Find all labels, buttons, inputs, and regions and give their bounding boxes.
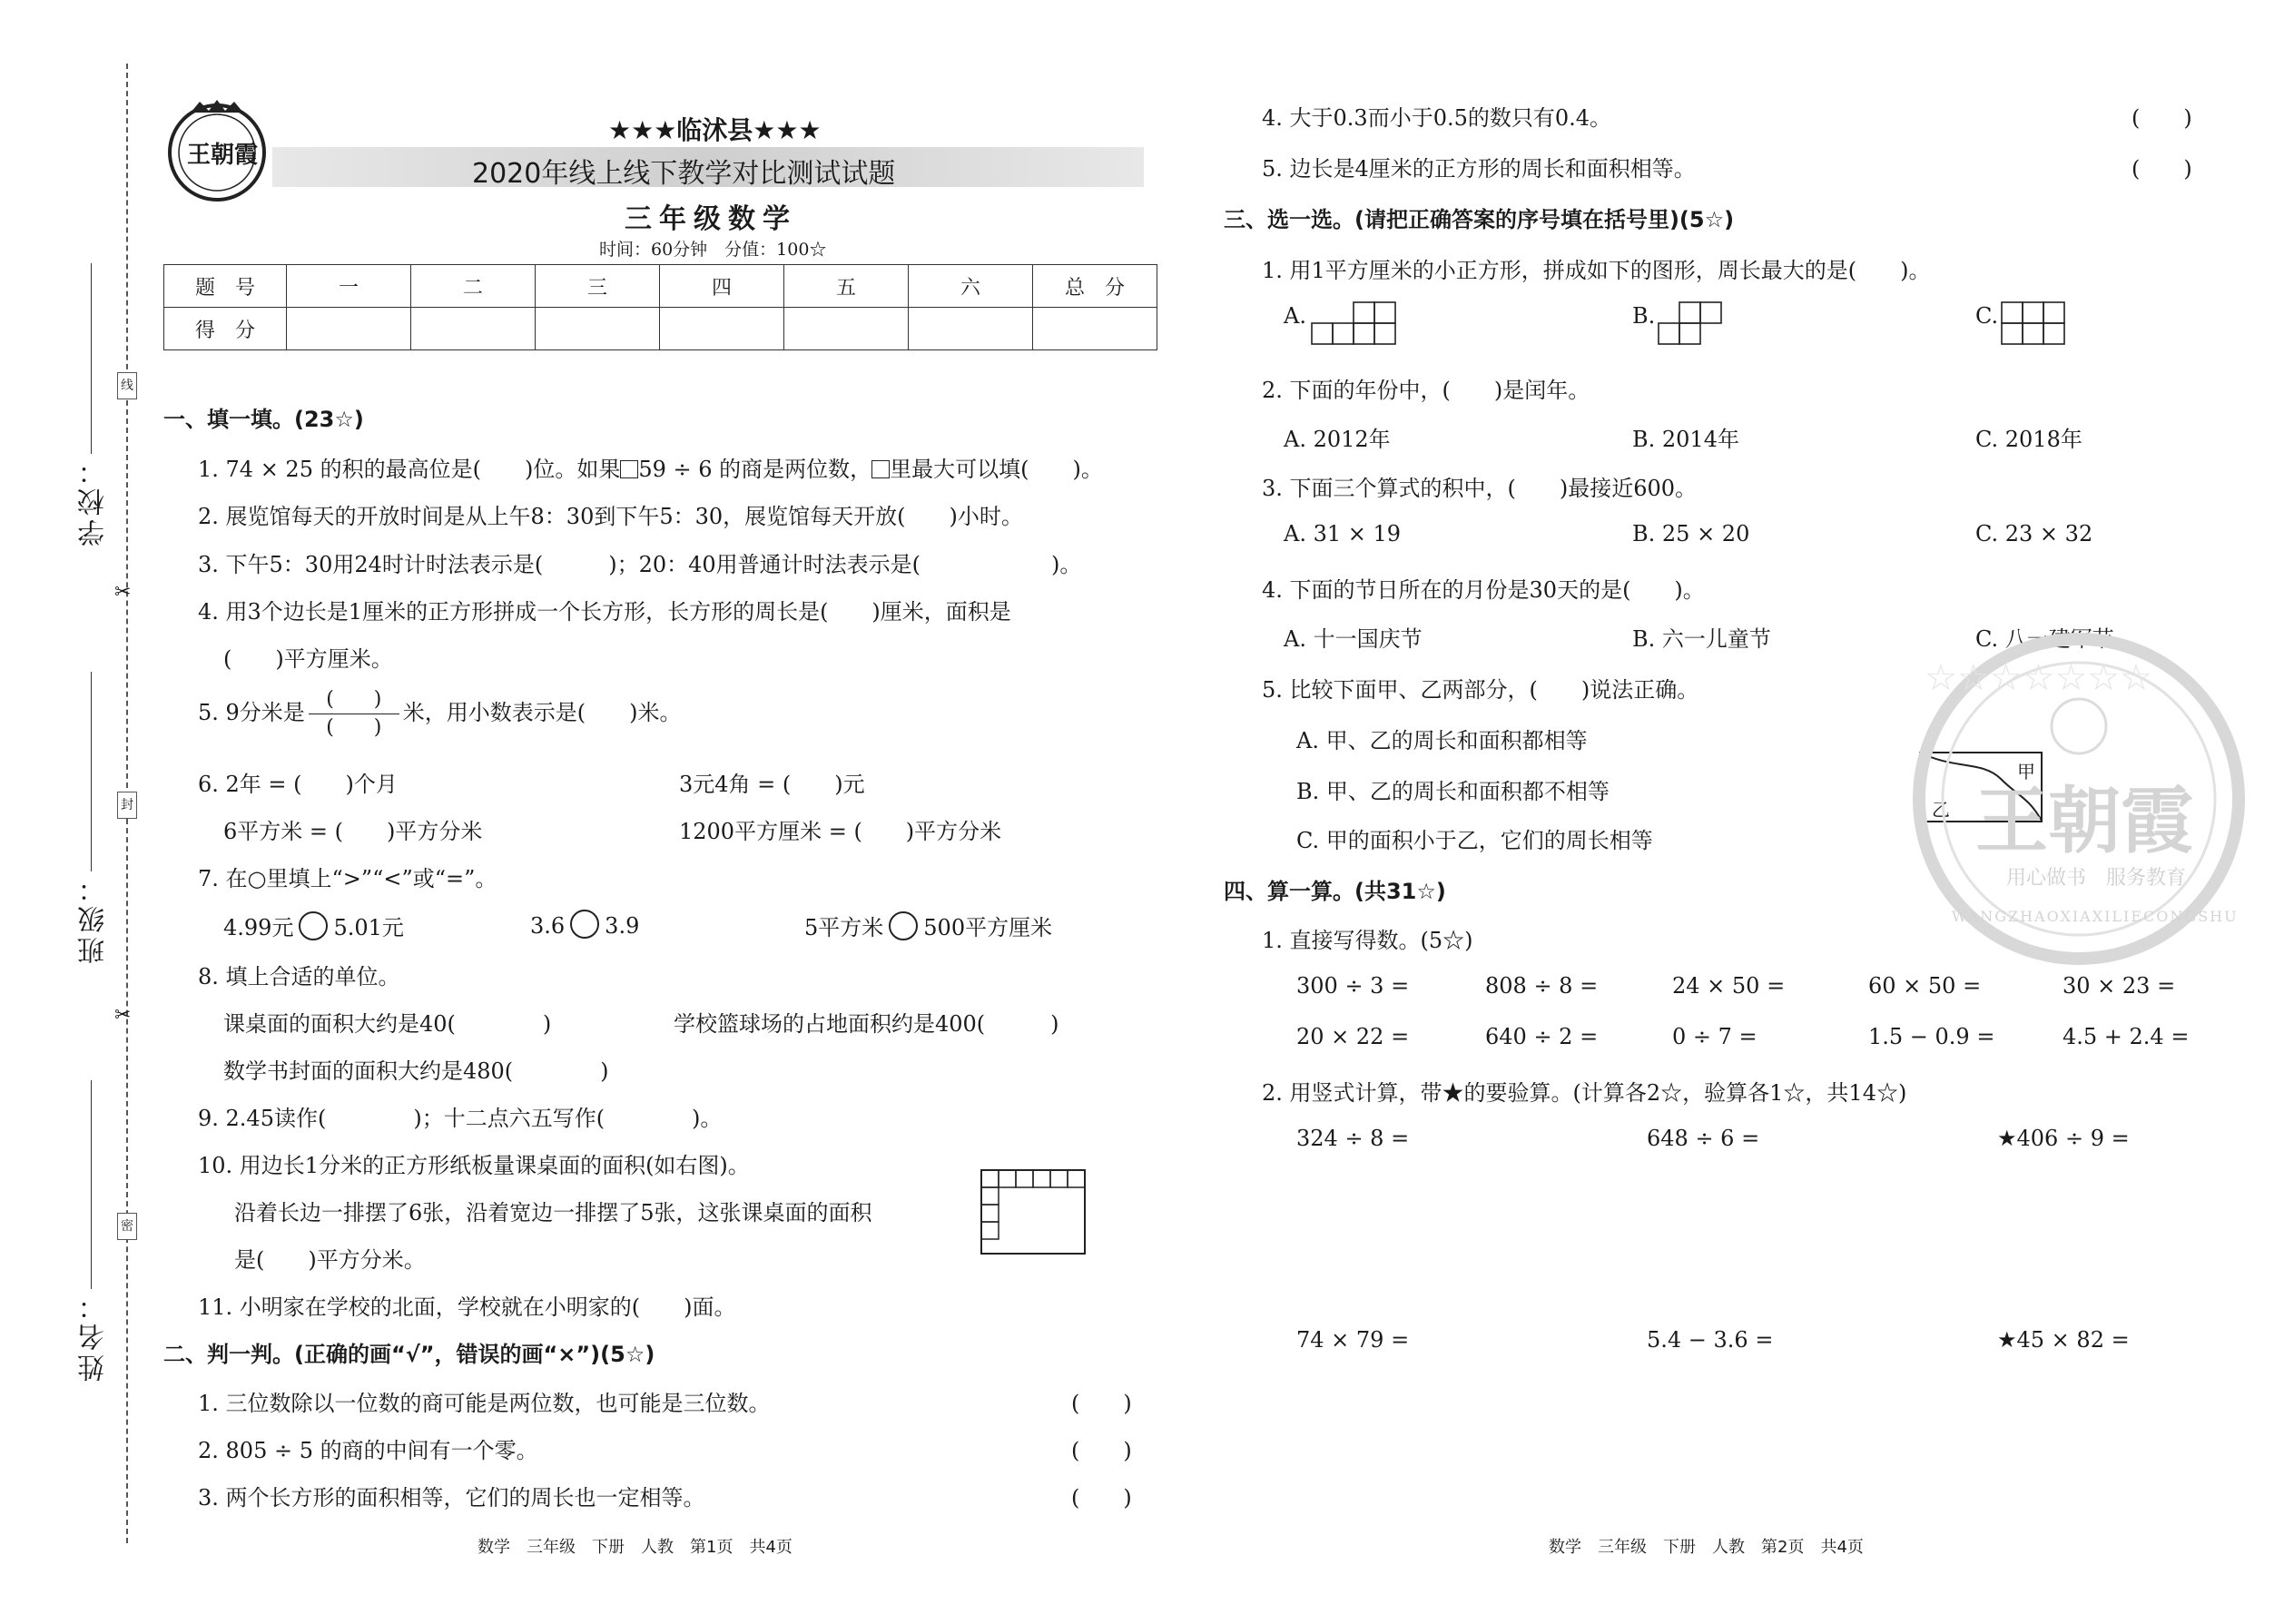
table-cell: 六 xyxy=(909,265,1033,308)
fraction-numerator: ( ) xyxy=(326,688,382,711)
watermark-name: 王朝霞 xyxy=(1975,778,2193,863)
judge-item-5: 5. 边长是4厘米的正方形的周长和面积相等。 xyxy=(1262,156,1696,182)
judge-answer-4[interactable]: ( ) xyxy=(2132,105,2192,131)
compare-c xyxy=(804,910,1052,941)
desk-grid-figure xyxy=(980,1169,1089,1256)
question-1-6b: 3元4角 = ( )元 xyxy=(679,772,865,797)
scissor-icon: ✂ xyxy=(114,581,132,604)
question-1-6d: 1200平方厘米 = ( )平方分米 xyxy=(679,819,1002,844)
calc-q1: 1. 直接写得数。(5☆) xyxy=(1262,928,1473,953)
choice-q4-option-b[interactable]: B. 六一儿童节 xyxy=(1632,626,1771,652)
seal-mark-mi: 密 xyxy=(117,1213,137,1240)
blank-square-icon xyxy=(871,460,890,478)
question-text: 里最大可以填( )。 xyxy=(890,457,1103,482)
score-input-cell[interactable] xyxy=(411,308,536,350)
class-line xyxy=(91,672,92,871)
class-label: 班级： xyxy=(78,871,110,964)
question-1-1 xyxy=(198,451,1103,483)
question-1-8c: 数学书封面的面积大约是480( ) xyxy=(223,1058,609,1084)
choice-q5-option-a[interactable]: A. 甲、乙的周长和面积都相等 xyxy=(1296,728,1588,753)
shape-c-figure xyxy=(2001,301,2068,347)
choice-q2-option-a[interactable]: A. 2012年 xyxy=(1284,427,1391,452)
vertical-calc-item: 74 × 79 = xyxy=(1296,1327,1410,1353)
score-table-score-row xyxy=(164,308,1157,350)
calc-item: 0 ÷ 7 = xyxy=(1672,1024,1757,1049)
table-cell: 二 xyxy=(411,265,536,308)
table-cell: 得 分 xyxy=(164,308,287,350)
compare-left: 4.99元 xyxy=(223,915,294,940)
jia-label: 甲 xyxy=(2017,761,2035,782)
compare-circle-icon[interactable] xyxy=(889,911,918,940)
calc-item: 20 × 22 = xyxy=(1296,1024,1410,1049)
calc-item: 808 ÷ 8 = xyxy=(1485,973,1599,999)
question-1-10c: 是( )平方分米。 xyxy=(234,1247,426,1273)
school-line xyxy=(91,263,92,454)
exam-meta: 时间：60分钟 分值：100☆ xyxy=(599,240,827,260)
table-cell: 三 xyxy=(536,265,660,308)
choice-q1-option-b[interactable]: B. xyxy=(1632,303,1656,329)
name-label: 姓名： xyxy=(78,1289,110,1382)
school-label: 学校： xyxy=(78,454,110,546)
table-cell: 总 分 xyxy=(1033,265,1157,308)
compare-b xyxy=(530,910,639,939)
scissor-icon: ✂ xyxy=(114,1004,132,1027)
judge-item-1: 1. 三位数除以一位数的商可能是两位数，也可能是三位数。 xyxy=(198,1391,771,1416)
watermark-slogan: 用心做书 服务教育 xyxy=(2006,867,2187,890)
compare-left: 5平方米 xyxy=(804,915,884,940)
question-1-4a: 4. 用3个边长是1厘米的正方形拼成一个长方形，长方形的周长是( )厘米，面积是 xyxy=(198,599,1011,625)
fraction xyxy=(309,688,399,740)
page-footer-left: 数学 三年级 下册 人教 第1页 共4页 xyxy=(478,1538,793,1557)
calc-item: 1.5 − 0.9 = xyxy=(1868,1024,1995,1049)
compare-left: 3.6 xyxy=(530,913,566,939)
judge-item-3: 3. 两个长方形的面积相等，它们的周长也一定相等。 xyxy=(198,1485,705,1511)
question-1-10b: 沿着长边一排摆了6张，沿着宽边一排摆了5张，这张课桌面的面积 xyxy=(234,1200,872,1225)
section4-title: 四、算一算。(共31☆) xyxy=(1224,879,1446,904)
compare-right: 5.01元 xyxy=(333,915,404,940)
judge-item-2: 2. 805 ÷ 5 的商的中间有一个零。 xyxy=(198,1438,538,1463)
question-text: 米，用小数表示是( )米。 xyxy=(402,700,682,725)
calc-item: 640 ÷ 2 = xyxy=(1485,1024,1599,1049)
compare-right: 3.9 xyxy=(605,913,640,939)
judge-answer-5[interactable]: ( ) xyxy=(2132,156,2192,182)
question-1-6c: 6平方米 = ( )平方分米 xyxy=(223,819,483,844)
compare-circle-icon[interactable] xyxy=(570,910,599,939)
table-cell: 题 号 xyxy=(164,265,287,308)
question-1-9: 9. 2.45读作( )；十二点六五写作( )。 xyxy=(198,1106,723,1131)
choice-q2-option-b[interactable]: B. 2014年 xyxy=(1632,427,1739,452)
vertical-calc-item: ★45 × 82 = xyxy=(1997,1327,2130,1353)
judge-answer-2[interactable]: ( ) xyxy=(1071,1438,1132,1463)
score-input-cell[interactable] xyxy=(909,308,1033,350)
calc-item: 60 × 50 = xyxy=(1868,973,1982,999)
question-1-7: 7. 在○里填上“>”“<”或“=”。 xyxy=(198,866,497,891)
judge-item-4: 4. 大于0.3而小于0.5的数只有0.4。 xyxy=(1262,105,1612,131)
yi-label: 乙 xyxy=(1932,799,1950,821)
watermark-ring-text: WANGZHAOXIAXILIECONGSHU xyxy=(1952,908,2239,925)
subject-title: 三年级数学 xyxy=(625,203,797,235)
choice-q5-option-b[interactable]: B. 甲、乙的周长和面积都不相等 xyxy=(1296,779,1610,804)
table-cell: 一 xyxy=(287,265,411,308)
choice-q4: 4. 下面的节日所在的月份是30天的是( )。 xyxy=(1262,577,1705,603)
blank-square-icon xyxy=(620,460,638,478)
question-1-10a: 10. 用边长1分米的正方形纸板量课桌面的面积(如右图)。 xyxy=(198,1153,750,1178)
score-input-cell[interactable] xyxy=(660,308,784,350)
judge-answer-1[interactable]: ( ) xyxy=(1071,1391,1132,1416)
score-table-header-row xyxy=(164,265,1157,308)
compare-circle-icon[interactable] xyxy=(299,911,328,940)
question-1-3: 3. 下午5：30用24时计时法表示是( )；20：40用普通计时法表示是( )。 xyxy=(198,552,1082,577)
shape-a-figure xyxy=(1311,301,1398,347)
name-line xyxy=(91,1080,92,1289)
calc-item: 24 × 50 = xyxy=(1672,973,1786,999)
fraction-denominator: ( ) xyxy=(326,716,382,739)
choice-q1-option-c[interactable]: C. xyxy=(1975,303,1999,329)
shape-b-figure xyxy=(1658,301,1725,347)
question-1-2: 2. 展览馆每天的开放时间是从上午8：30到下午5：30，展览馆每天开放( )小时。 xyxy=(198,504,1023,529)
calc-item: 300 ÷ 3 = xyxy=(1296,973,1410,999)
choice-q5-option-c[interactable]: C. 甲的面积小于乙，它们的周长相等 xyxy=(1296,828,1653,853)
question-text: 5. 9分米是 xyxy=(198,700,305,725)
logo-text: 王朝霞 xyxy=(187,142,259,169)
question-text: 1. 74 × 25 的积的最高位是( )位。如果 xyxy=(198,457,621,482)
vertical-calc-item: 5.4 − 3.6 = xyxy=(1647,1327,1774,1353)
score-input-cell[interactable] xyxy=(1033,308,1157,350)
choice-q5: 5. 比较下面甲、乙两部分，( )说法正确。 xyxy=(1262,677,1699,703)
table-cell: 五 xyxy=(784,265,909,308)
calc-q2: 2. 用竖式计算，带★的要验算。(计算各2☆，验算各1☆，共14☆) xyxy=(1262,1080,1907,1106)
exam-title: 2020年线上线下教学对比测试试题 xyxy=(472,158,896,190)
choice-q4-option-c[interactable]: C. 八一建军节 xyxy=(1975,626,2114,652)
question-1-8: 8. 填上合适的单位。 xyxy=(198,964,400,989)
section1-title: 一、填一填。(23☆) xyxy=(163,407,364,432)
compare-right: 500平方厘米 xyxy=(923,915,1053,940)
calc-item: 4.5 + 2.4 = xyxy=(2063,1024,2190,1049)
score-input-cell[interactable] xyxy=(536,308,660,350)
question-1-11: 11. 小明家在学校的北面，学校就在小明家的( )面。 xyxy=(198,1294,736,1320)
score-input-cell[interactable] xyxy=(784,308,909,350)
vertical-calc-item: ★406 ÷ 9 = xyxy=(1997,1126,2130,1151)
seal-mark-feng: 封 xyxy=(117,792,137,819)
question-1-6a: 6. 2年 = ( )个月 xyxy=(198,772,398,797)
choice-q3-option-a[interactable]: A. 31 × 19 xyxy=(1284,521,1402,546)
choice-q3: 3. 下面三个算式的积中，( )最接近600。 xyxy=(1262,476,1698,501)
judge-answer-3[interactable]: ( ) xyxy=(1071,1485,1132,1511)
choice-q2: 2. 下面的年份中，( )是闰年。 xyxy=(1262,378,1590,403)
question-1-5 xyxy=(198,688,682,740)
score-input-cell[interactable] xyxy=(287,308,411,350)
question-1-8a: 课桌面的面积大约是40( ) xyxy=(223,1011,552,1037)
calc-item: 30 × 23 = xyxy=(2063,973,2176,999)
choice-q1: 1. 用1平方厘米的小正方形，拼成如下的图形，周长最大的是( )。 xyxy=(1262,258,1931,283)
choice-q1-option-a[interactable]: A. xyxy=(1284,303,1306,329)
choice-q3-option-c[interactable]: C. 23 × 32 xyxy=(1975,521,2093,546)
question-1-8b: 学校篮球场的占地面积约是400( ) xyxy=(674,1011,1059,1037)
compare-a xyxy=(223,910,404,941)
choice-q3-option-b[interactable]: B. 25 × 20 xyxy=(1632,521,1750,546)
vertical-calc-item: 648 ÷ 6 = xyxy=(1647,1126,1760,1151)
question-1-4b: ( )平方厘米。 xyxy=(223,646,393,672)
table-cell: 四 xyxy=(660,265,784,308)
seal-mark-xian: 线 xyxy=(117,372,137,399)
question-text: 59 ÷ 6 的商是两位数， xyxy=(638,457,872,482)
county-title: ★★★临沭县★★★ xyxy=(608,115,822,145)
svg-text:☆☆☆☆☆☆☆: ☆☆☆☆☆☆☆ xyxy=(1925,657,2153,699)
score-table xyxy=(163,264,1157,350)
page-footer-right: 数学 三年级 下册 人教 第2页 共4页 xyxy=(1549,1538,1864,1557)
section2-title: 二、判一判。(正确的画“√”，错误的画“×”)(5☆) xyxy=(163,1342,655,1367)
choice-q4-option-a[interactable]: A. 十一国庆节 xyxy=(1284,626,1423,652)
vertical-calc-item: 324 ÷ 8 = xyxy=(1296,1126,1410,1151)
section3-title: 三、选一选。(请把正确答案的序号填在括号里)(5☆) xyxy=(1224,207,1735,232)
choice-q2-option-c[interactable]: C. 2018年 xyxy=(1975,427,2082,452)
